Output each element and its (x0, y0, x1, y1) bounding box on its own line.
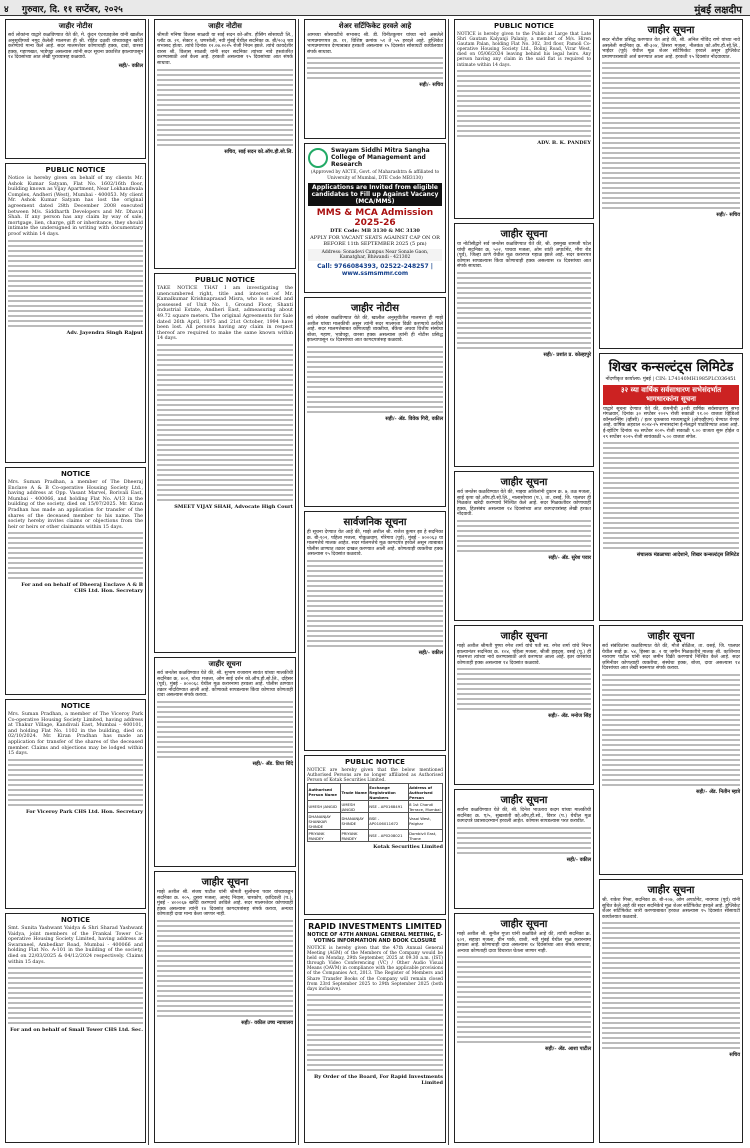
notice-title: RAPID INVESTMENTS LIMITED (308, 922, 442, 931)
notice-signature: सही/- अ‍ॅड. आशा पाटील (545, 1046, 591, 1053)
notice-title: जाहीर सूचना (500, 795, 548, 806)
notice-signature: सही/- वकील उच्च न्यायालय (241, 1019, 293, 1026)
notice-c2-4 (154, 871, 296, 1143)
notice-signature: सही/- सचिव (419, 82, 443, 89)
ad-headline: Applications are Invited from eligible candidates to Fill up Against Vacancy (MCA/MMS) (308, 183, 442, 206)
notice-signature: SMEET VIJAY SHAH, Advocate High Court (174, 503, 293, 510)
kotak-public-notice (304, 755, 446, 915)
notice-title: NOTICE (60, 470, 91, 478)
college-logo-icon (308, 148, 328, 168)
notice-title: शेअर सर्टिफिकेट हरवले आहे (338, 22, 412, 30)
ad-deadline: APPLY FOR VACANT SEATS AGAINST CAP ON OR BEFORE 11th SEPTEMBER 2025 (5 pm) (310, 235, 440, 248)
notice-c2-1 (154, 19, 296, 269)
notice-title: जाहीर सूचना (208, 660, 242, 668)
notice-signature: For Viceroy Park CHS Ltd. Hon. Secretary (26, 808, 143, 815)
notice-signature: सही/- वकील (418, 649, 443, 656)
table-header: Exchange Registration Numbers (368, 784, 408, 801)
agm-text: याद्वारे सूचना देण्यात येते की, कंपनीची ३२वी वार्षिक सर्वसाधारण सभा मंगळवार, दिनांक ३० सप्टेंबर २०२५ रोजी सकाळी ११.०० वाजता व्हिडिओ कॉन्फरन्सिंग (व्हीसी) / इतर दृकश्राव्य माध्यमाद्वारे (ओएव्हीएम) घेण्यात येणार आहे. वार्षिक अहवाल २०२४-२५ सभासदांना ई-मेलद्वारे पाठविण्यात आला आहे. ई-व्होटिंग दिनांक २७ सप्टेंबर २०२५ रोजी सकाळी ९.०० वाजता सुरू होईल व २९ सप्टेंबर २०२५ रोजी सायंकाळी ५.०० वाजता संपेल. (603, 406, 739, 440)
notice-title: जाहीर नोटीस (350, 303, 399, 314)
notice-title: जाहीर नोटीस (208, 22, 242, 30)
table-row: DHANANJAY SHANKAR SHINDE DHANANJAY SHINDE BSE - AP0106011672 Vasai West, Palghar (308, 813, 443, 830)
college-approval: (Approved by AICTE, Govt. of Maharashtra & affiliated to University of Mumbai, DTE Code MB3130) (310, 170, 440, 181)
notice-title: NOTICE (60, 702, 91, 710)
notice-signature: सचिव (729, 1052, 740, 1059)
notice-c2-3 (154, 657, 296, 867)
notice-c4-top-right (599, 19, 743, 349)
notice-text: Smt. Sunita Yashwant Vaidya & Shri Sharad Yashwant Vaidya, joint members of the Frankal Tower Co-operative Housing Society Limited, having address at Swaraneel, Ambedkar Road, Mumbai - 400066 and holding Flat No. A-101 in the building of the society, died on 22/03/2025 & 04/12/2024 respectively. Claims within 15 days. (8, 926, 143, 965)
notice-text: NOTICE is hereby given to the Public at Large that Late Shri Gautam Kalyanji Palaniy, a member of M/s. Hiren Gautam Palan, holding Flat No. 302, 3rd floor, Pamoli Co-operative Housing Society Ltd., Bolinj Road, Virar West, died on 05/06/2024 leaving behind his legal heirs. Any person having any claim in the said flat is required to intimate within 14 days. (457, 32, 591, 68)
notice-c2-2 (154, 273, 296, 653)
page-number: ४ (4, 5, 9, 15)
notice-c1-5 (5, 913, 146, 1143)
notice-title: PUBLIC NOTICE (345, 758, 405, 766)
notice-signature: सही/- अ‍ॅड. मनोज सिंह (548, 713, 591, 720)
notice-c1-2 (5, 163, 146, 463)
notice-text: NOTICE is hereby given that the 47th Annual General Meeting (AGM) of the Members of the Company would be held on Monday, 29th September, 2025 at 09.30 a.m. (IST) through Video Conferencing (VC) / Other Audio Visual Means (OAVM) in compliance with the applicable provisions of the Companies Act, 2013. The Register of Members and Share Transfer Books of the Company will remain closed from 23rd September 2025 to 29th September 2025 (both days inclusive). (307, 946, 443, 992)
notice-title: PUBLIC NOTICE (45, 166, 106, 174)
notice-signature: सही/- वकील (118, 62, 143, 69)
notice-c4-br1 (599, 625, 743, 875)
ad-contact: Call: 9766084393, 02522-248257 | www.ssmsmmr.com (317, 263, 433, 278)
table-header: Trade Name (341, 784, 369, 801)
table-header: Address of Authorised Person (408, 784, 442, 801)
notice-c4-public (454, 19, 594, 219)
notice-title: जाहीर सूचना (500, 229, 548, 240)
notice-signature: सही/- सचिव (716, 212, 740, 219)
notice-c3-1 (304, 297, 446, 507)
notice-c3-2 (304, 511, 446, 751)
notice-signature: For and on behalf of Small Tower CHS Ltd. Sec. (10, 1027, 143, 1034)
column-3 (302, 19, 449, 1145)
notice-signature: सचिव, साई सदन को.ऑप.हौ.सो.लि. (224, 148, 293, 155)
swayam-siddhi-ad (304, 143, 446, 293)
notice-c4-bl1 (454, 625, 594, 785)
notice-signature: सही/- वकील (566, 856, 591, 863)
shikhar-consultants-ad (599, 353, 743, 621)
notice-title: जाहीर सूचना (201, 877, 249, 888)
notice-text: सदर नोटीस प्रसिद्ध करण्यात येत आहे की, श्री. अनिल गोविंद राणे यांच्या नावे असलेली सदनिका क्र. सी-३०४, तिसरा मजला, नीलकंठ को.ऑप.हौ.सो.लि., भाईंदर (पूर्व) येथील मूळ शेअर सर्टिफिकेट हरवले असून डुप्लिकेट प्रमाणपत्रासाठी अर्ज करण्यात आला आहे. हरकती १५ दिवसांत नोंदवाव्यात. (602, 38, 740, 60)
notice-text: श्रीमती मनिषा विलास साळवी या साई सदन को-ऑप. हौसिंग सोसायटी लि., प्लॉट क्र. २१, सेक्टर २, घणसोली, नवी मुंबई येथील सदनिका क्र. बी/२०३ च्या सभासद होत्या. त्यांचे दिनांक १२.०७.२०२५ रोजी निधन झाले. त्यांचे कायदेशीर वारस श्री. विलास साळवी यांनी सदर सदनिका त्यांच्या नावे हस्तांतरित करण्यासाठी अर्ज केला आहे. हरकती असल्यास १५ दिवसांच्या आत संपर्क साधावा. (157, 33, 293, 66)
notice-signature: सही/- अ‍ॅड. सुरेश पवार (548, 554, 591, 561)
notice-title: PUBLIC NOTICE (494, 22, 554, 30)
ad-codes: DTE Code: MB 3130 & MC 3130 (330, 228, 420, 235)
notice-signature: सही/- अ‍ॅड. विवेक गिरी, वकील (385, 415, 443, 422)
notice-text: ही सूचना देण्यात येत आहे की, माझे अशील श्री. राजेश कुमार झा हे सदनिका क्र. बी-१०२, पहिला मजला, गोकुळधाम, गोरेगाव (पूर्व), मुंबई - ४०००६३ या मालमत्तेचे मालक आहेत. सदर मालमत्तेचे मूळ कागदपत्र हरवले असून त्याबाबत पोलीस ठाण्यात तक्रार दाखल करण्यात आली आहे. कोणत्याही व्यक्तीचा हक्क असल्यास १५ दिवसांत कळवावे. (307, 530, 443, 558)
notice-text: श्री. राकेश मिश्रा, सदनिका क्र. बी-२०७, ओम अपार्टमेंट, नायगाव (पूर्व) यांनी सूचित केले आहे की सदर सदनिकेचे मूळ शेअर सर्टिफिकेट हरवले आहे. डुप्लिकेट शेअर सर्टिफिकेट जारी करण्याबाबत हरकत असल्यास १५ दिवसांत सोसायटी कार्यालयात कळवावे. (602, 898, 741, 920)
notice-text: सर्व जनतेस कळविण्यात येते की, माझ्या अशिलांनी दुकान क्र. ७, तळ मजला, साई कृपा को.ऑप.हौ.सो.लि., नालासोपारा (प.), ता. वसई, जि. पालघर ही मिळकत खरेदी करण्याचे निश्चित केले आहे. सदर मिळकतीवर कोणाचाही हक्क, हितसंबंध असल्यास १४ दिवसांच्या आत कागदपत्रांसह लेखी हरकत नोंदवावी. (457, 490, 591, 518)
notice-text: माझे अशील श्री. सुनील गुप्ता यांनी कळविले आहे की, त्यांची सदनिका क्र. ६०१, सहावा मजला, ग्रीन पार्क, वाशी, नवी मुंबई येथील मूळ करारनामा हरवला आहे. कोणाचाही दावा असल्यास १४ दिवसांच्या आत संपर्क साधावा, अन्यथा कोणताही दावा विचारात घेतला जाणार नाही. (457, 932, 591, 954)
agm-headline: ३२ व्या वार्षिक सर्वसाधारण सभेसंदर्भात भागधारकांना सूचना (603, 385, 739, 405)
notice-c1-3 (5, 467, 146, 695)
newspaper-brand: मुंबई लक्षदीप (694, 5, 742, 16)
notice-text: या नोटीसीद्वारे सर्व जनतेस कळविण्यात येते की, श्री. हसमुख शामजी पटेल यांची सदनिका क्र. ५०२, पाचवा मजला, ओम शांती अपार्टमेंट, मीरा रोड (पूर्व), जिल्हा ठाणे येथील मूळ करारपत्र गहाळ झाले आहे. सदर करारपत्र कोणास सापडल्यास किंवा कोणाचाही हक्क असल्यास १४ दिवसांच्या आत संपर्क साधावा. (457, 242, 591, 270)
authorised-persons-table (307, 783, 443, 842)
notice-title: PUBLIC NOTICE (195, 276, 255, 284)
notice-c1-1 (5, 19, 146, 159)
notice-text: सर्व लोकांस कळविण्यात येते की, खालील अनुसूचीतील मालमत्ता ही माझे अशील यांच्या मालकीची असून त्यांनी सदर मालमत्ता विक्री करण्याचे ठरविले आहे. सदर मालमत्तेबाबत कोणत्याही व्यक्तीचा, बँकेचा अथवा वित्तीय संस्थेचा बोजा, गहाण, भाडेपट्टा, वारसा हक्क असल्यास त्यांनी ही नोटीस प्रसिद्ध झाल्यापासून १४ दिवसांच्या आत कागदपत्रांसह कळवावे. (307, 316, 443, 344)
notice-signature: संचालक मंडळाच्या आदेशाने, शिखर कन्सल्टंट्स लिमिटेड (636, 552, 739, 559)
notice-c4-bl3 (454, 913, 594, 1143)
notice-subtitle: NOTICE OF 47TH ANNUAL GENERAL MEETING, E-VOTING INFORMATION AND BOOK CLOSURE (307, 932, 443, 944)
notice-text: Mrs. Suman Pradhan, a member of The Viceroy Park Co-operative Housing Society Limited, having address at Thakur Village, Kandivali East, Mumbai - 400101, and holding Flat No. 1102 in the building, died on 02/10/2024. Mr. Kiran Pradhan has made an application for transfer of the shares of the deceased member. Claims and objections may be lodged within 15 days. (8, 712, 143, 757)
notice-text: माझे अशील श्रीमती पुष्पा रमेश शर्मा यांचे पती स्व. रमेश शर्मा यांचे निधन झाल्यानंतर सदनिका क्र. १०४, पहिला मजला, श्रीजी हाइट्स, वसई (पू.) ही मालमत्ता त्यांच्या नावे करण्यासाठी अर्ज करण्यात आला आहे. इतर वारसांचा कोणताही हक्क असल्यास १४ दिवसांत कळवावे. (457, 644, 591, 666)
notice-title: NOTICE (60, 916, 91, 924)
college-name: Swayam Siddhi Mitra Sangha College of Management and Research (331, 147, 430, 168)
notice-text: TAKE NOTICE THAT I am investigating the unencumbered right, title and interest of Mr. Kamalkumar Krishnaprasad Misra, who is seized and possessed of Unit No. 1, Ground Floor, Shanti Industrial Estate, Andheri East, admeasuring about 49.72 square meters. The original Agreements for Sale dated 26th April, 1975 and 21st October, 1994 have been lost. All persons having any claim in respect thereof are required to make the same known within 14 days. (157, 286, 293, 342)
notice-title: जाहीर सूचना (647, 25, 695, 36)
notice-signature: सही/- अ‍ॅड. नितीन म्हात्रे (696, 788, 740, 795)
header-date: गुरुवार, दि. ११ सप्टेंबर, २०२५ (22, 5, 123, 15)
notice-signature: ADV. B. K. PANDEY (537, 139, 591, 146)
notice-title: जाहीर सूचना (500, 919, 548, 930)
notice-title: जाहीर सूचना (500, 631, 548, 642)
notice-text: आमच्या सोसायटीचे सभासद श्री. डी. विनीतकुमार यांच्या नावे असलेले भागप्रमाणपत्र क्र. ११, विशिष्ट क्रमांक ५१ ते ५५ हरवले आहे. डुप्लिकेट भागप्रमाणपत्र देण्याबाबत हरकती असल्यास १५ दिवसांत सोसायटी कार्यालयात संपर्क साधावा. (307, 33, 443, 55)
company-name: शिखर कन्सल्टंट्स लिमिटेड (608, 360, 734, 375)
notice-title: जाहीर नोटीस (58, 22, 93, 30)
company-registration: नोंदणीकृत कार्यालय: मुंबई | CIN: L74140MH1985PLC036451 (605, 377, 737, 382)
notice-text: Notice is hereby given on behalf of my clients Mr. Ashok Kumar Satyam, Flat No. 1602/16th floor, building known as Vijay Apartment, Near Lokhandwala Complex, Andheri (West), Mumbai - 400053. My client Mr. Ashok Kumar Satyam has lost the original agreement dated 28th December 2008 executed between M/s. Siddharth Developers and Mr. Dhaval Shah. If any person has any claim by way of sale, mortgage, lien, charge, gift or inheritance, they should intimate the undersigned in writing with documentary proof within 14 days. (8, 176, 143, 237)
table-row: UMESH JANGID UMESH JANGID NSE - AP0168491 8 1st Chandi Terrace, Mumbai (308, 801, 441, 812)
notice-signature: For and on behalf of Dheeraj Enclave A & B CHS Ltd. Hon. Secretary (21, 582, 143, 595)
notice-text: सर्व संबंधितांना कळविण्यात येते की, मौजे बोळिंज, ता. वसई, जि. पालघर येथील सर्व्हे क्र. ५४, हिस्सा क्र. २ या जमीन मिळकतीचे मालक श्री. काशिनाथ नारायण पाटील यांनी सदर जमीन विक्री करण्याचे निश्चित केले आहे. सदर जमिनीवर कोणत्याही व्यक्तीचा, संस्थेचा हक्क, बोजा, दावा असल्यास १४ दिवसांच्या आत लेखी स्वरूपात संपर्क करावा. (602, 644, 740, 672)
notice-title: जाहीर सूचना (500, 477, 548, 488)
table-row: PRIYANK PANDEY PRIYANK PANDEY NSE - AP0208021 Dombivli East, Thane (308, 830, 443, 842)
ad-course: MMS & MCA Admission 2025-26 (316, 208, 434, 229)
notice-c1-4 (5, 699, 146, 909)
notice-text: माझे अशील श्री. संजय पाटील यांनी श्रीमती सुलोचना पवार यांच्याकडून सदनिका क्र. २०५, दुसरा मजला, आनंद निवास, चारकोप, कांदिवली (प.), मुंबई - ४०००६७ खरेदी करण्याचे ठरविले आहे. सदर मालमत्तेवर कोणाचाही हक्क असल्यास त्यांनी १४ दिवसांत कागदपत्रांसह संपर्क करावा, अन्यथा कोणताही दावा मान्य केला जाणार नाही. (157, 890, 293, 918)
table-header: Authorised Person Name (308, 784, 341, 801)
column-1 (3, 19, 149, 1145)
notice-text: सर्व जनतेस कळविण्यात येते की, श्री. सुभाष राजाराम सावंत यांच्या मालकीची सदनिका क्र. ४०२, चौथा मजला, ओम साई दर्शन को.ऑप.हौ.सो.लि., दहिसर (पूर्व), मुंबई - ४०००६८ येथील मूळ करारनामा हरवला आहे. पोलीस ठाण्यात तक्रार नोंदविण्यात आली आहे. कोणाकडे सापडल्यास किंवा कोणाचा कोणताही दावा असल्यास संपर्क करावा. (157, 671, 293, 699)
notice-text: Mrs. Suman Pradhan, a member of The Dheeraj Enclave A & B Co-operative Housing Society Ltd., having address at Opp. Vasant Marvel, Borivali East, Mumbai - 400066, and holding Flat No. A/13 in the building of the society, died on 15/07/2025. Mr. Kiran Pradhan has made an application for transfer of the shares of the deceased member to his name. The society hereby invites claims or objections from the heir or heirs or other claimants within 15 days. (8, 480, 143, 530)
ad-address: Address: Sonadevi Campus Near Sonale Gaon, Kamatghar, Bhiwandi - 421302 (308, 249, 442, 261)
share-certificate-notice (304, 19, 446, 139)
notice-c4-mid-right (454, 471, 594, 621)
notice-title: जाहीर सूचना (647, 885, 695, 896)
newspaper-page (3, 19, 747, 1145)
column-2 (152, 19, 299, 1145)
notice-signature: सही/- प्रशांत प्र. कोल्हापुरे (543, 351, 591, 358)
notice-title: जाहीर सूचना (647, 631, 695, 642)
notice-c4-bl2 (454, 789, 594, 909)
notice-title: सार्वजनिक सूचना (343, 517, 407, 528)
notice-c4-br2 (599, 879, 743, 1143)
notice-signature: By Order of the Board, For Rapid Investments Limited (314, 1073, 443, 1086)
notice-text: NOTICE are hereby given that the below mentioned Authorised Persons are no longer affiliated as Authorised Person of Kotak Securities Limited. (307, 768, 443, 784)
notice-signature: Kotak Securities Limited (373, 844, 443, 851)
column-4 (452, 19, 745, 1145)
notice-signature: Adv. Jayendra Singh Rajput (66, 329, 143, 336)
notice-c4-mid-left (454, 223, 594, 467)
notice-signature: सही/- अ‍ॅड. प्रिया शिंदे (252, 760, 293, 767)
notice-text: सर्वांना कळविण्यात येते की, श्री. दिनेश भाऊराव कदम यांच्या मालकीची सदनिका क्र. ए/५, सुखशांती को.ऑप.हौ.सो., विरार (प.) येथील मूळ कागदपत्रे प्रवासादरम्यान हरवली आहेत. कोणास सापडल्यास परत करावीत. (457, 808, 591, 825)
rapid-investments-notice (304, 919, 446, 1143)
page-header (0, 0, 750, 16)
notice-text: सर्व लोकांना याद्वारे कळविण्यात येते की, मे. कुंदन एंटरप्राइजेस यांनी खालील अनुसूचीमध्ये नमूद केलेली मालमत्ता ही श्री. रोहित दळवी यांच्याकडून खरेदी करण्याचे मान्य केले आहे. सदर मालमत्तेवर कोणाचाही हक्क, दावा, वारसा हक्क, गहाणखत, भाडेपट्टा असल्यास त्यांनी सदर सूचना प्रकाशित झाल्यापासून १४ दिवसांच्या आत लेखी पुराव्यासह कळवावे. (8, 33, 143, 61)
